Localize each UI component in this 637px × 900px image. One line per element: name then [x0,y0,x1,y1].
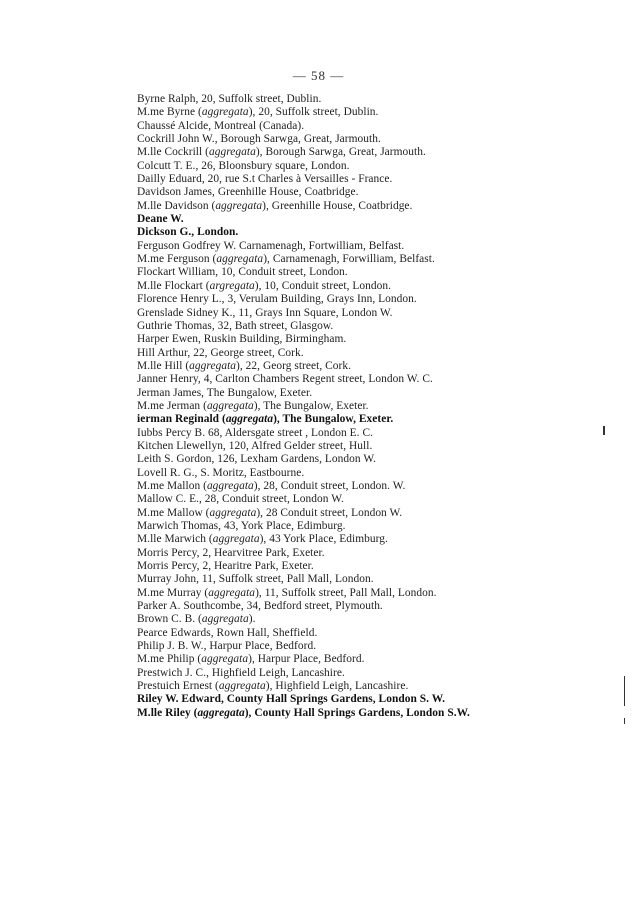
member-entry: Prestuich Ernest (aggregata), Highfield Leigh, Lancashire. [137,680,409,693]
member-entry: Guthrie Thomas, 32, Bath street, Glasgow. [137,319,334,332]
member-entry: M.lle Davidson (aggregata), Greenhille House, Coatbridge. [137,199,413,212]
member-entry: Riley W. Edward, County Hall Springs Gardens, London S. W. [137,693,446,706]
member-entry: Ferguson Godfrey W. Carnamenagh, Fortwilliam, Belfast. [137,239,405,252]
member-entry: Davidson James, Greenhille House, Coatbridge. [137,186,359,199]
member-entry: Byrne Ralph, 20, Suffolk street, Dublin. [137,93,322,105]
member-entry: Jerman James, The Bungalow, Exeter. [137,386,313,399]
scan-mark [603,426,605,435]
member-entry: Murray John, 11, Suffolk street, Pall Mall, London. [137,573,374,586]
member-entry: Morris Percy, 2, Hearvitree Park, Exeter. [137,546,325,559]
member-entry: Prestwich J. C., Highfield Leigh, Lancashire. [137,666,345,679]
member-entry: Brown C. B. (aggregata). [137,613,256,626]
member-entry: Chaussé Alcide, Montreal (Canada). [137,119,305,132]
member-entry: Iubbs Percy B. 68, Aldersgate street , London E. C. [137,426,374,439]
member-entry: M.me Byrne (aggregata), 20, Suffolk street, Dublin. [137,106,379,119]
member-entry: Grenslade Sidney K., 11, Grays Inn Square, London W. [137,306,393,319]
member-entry: Dailly Eduard, 20, rue S.t Charles à Versailles - France. [137,173,393,186]
member-entry: Flockart William, 10, Conduit street, London. [137,266,348,279]
member-entry: Janner Henry, 4, Carlton Chambers Regent street, London W. C. [137,373,433,386]
scan-mark [624,676,625,706]
member-entry: Harper Ewen, Ruskin Building, Birmingham. [137,333,347,346]
member-list [137,93,577,720]
member-entry: M.me Philip (aggregata), Harpur Place, Bedford. [137,653,365,666]
scan-mark [624,718,625,724]
member-entry: Philip J. B. W., Harpur Place, Bedford. [137,640,317,653]
member-entry: Lovell R. G., S. Moritz, Eastbourne. [137,466,305,479]
member-entry: Morris Percy, 2, Hearitre Park, Exeter. [137,560,314,573]
member-entry: M.me Mallow (aggregata), 28 Conduit street, London W. [137,506,403,519]
member-entry: M.me Murray (aggregata), 11, Suffolk street, Pall Mall, London. [137,586,437,599]
member-entry: Marwich Thomas, 43, York Place, Edimburg. [137,520,346,532]
member-entry: M.me Ferguson (aggregata), Carnamenagh, Forwilliam, Belfast. [137,253,435,266]
member-entry: M.lle Flockart (argregata), 10, Conduit street, London. [137,279,392,292]
member-entry: M.lle Riley (aggregata), County Hall Springs Gardens, London S.W. [137,706,470,719]
member-entry: Parker A. Southcombe, 34, Bedford street, Plymouth. [137,600,383,613]
member-entry: Mallow C. E., 28, Conduit street, London W. [137,493,344,506]
member-entry: Pearce Edwards, Rown Hall, Sheffield. [137,626,318,639]
member-entry: ierman Reginald (aggregata), The Bungalow, Exeter. [137,413,394,426]
member-entry: Hill Arthur, 22, George street, Cork. [137,346,304,359]
member-entry: Florence Henry L., 3, Verulam Building, Grays Inn, London. [137,293,417,306]
page-number: — 58 — [292,68,345,83]
member-entry: Colcutt T. E., 26, Bloonsbury square, London. [137,159,350,172]
member-entry: M.lle Marwich (aggregata), 43 York Place, Edimburg. [137,533,388,546]
member-entry: Leith S. Gordon, 126, Lexham Gardens, London W. [137,453,376,466]
member-entry: Cockrill John W., Borough Sarwga, Great, Jarmouth. [137,133,381,146]
member-entry: Kitchen Llewellyn, 120, Alfred Gelder street, Hull. [137,439,373,452]
member-entry: M.me Jerman (aggregata), The Bungalow, Exeter. [137,399,369,412]
member-entry: Deane W. [137,213,184,226]
member-entry: Dickson G., London. [137,226,239,239]
member-entry: M.lle Hill (aggregata), 22, Georg street, Cork. [137,359,352,372]
member-entry: M.lle Cockrill (aggregata), Borough Sarwga, Great, Jarmouth. [137,146,426,159]
member-entry: M.me Mallon (aggregata), 28, Conduit street, London. W. [137,479,406,492]
